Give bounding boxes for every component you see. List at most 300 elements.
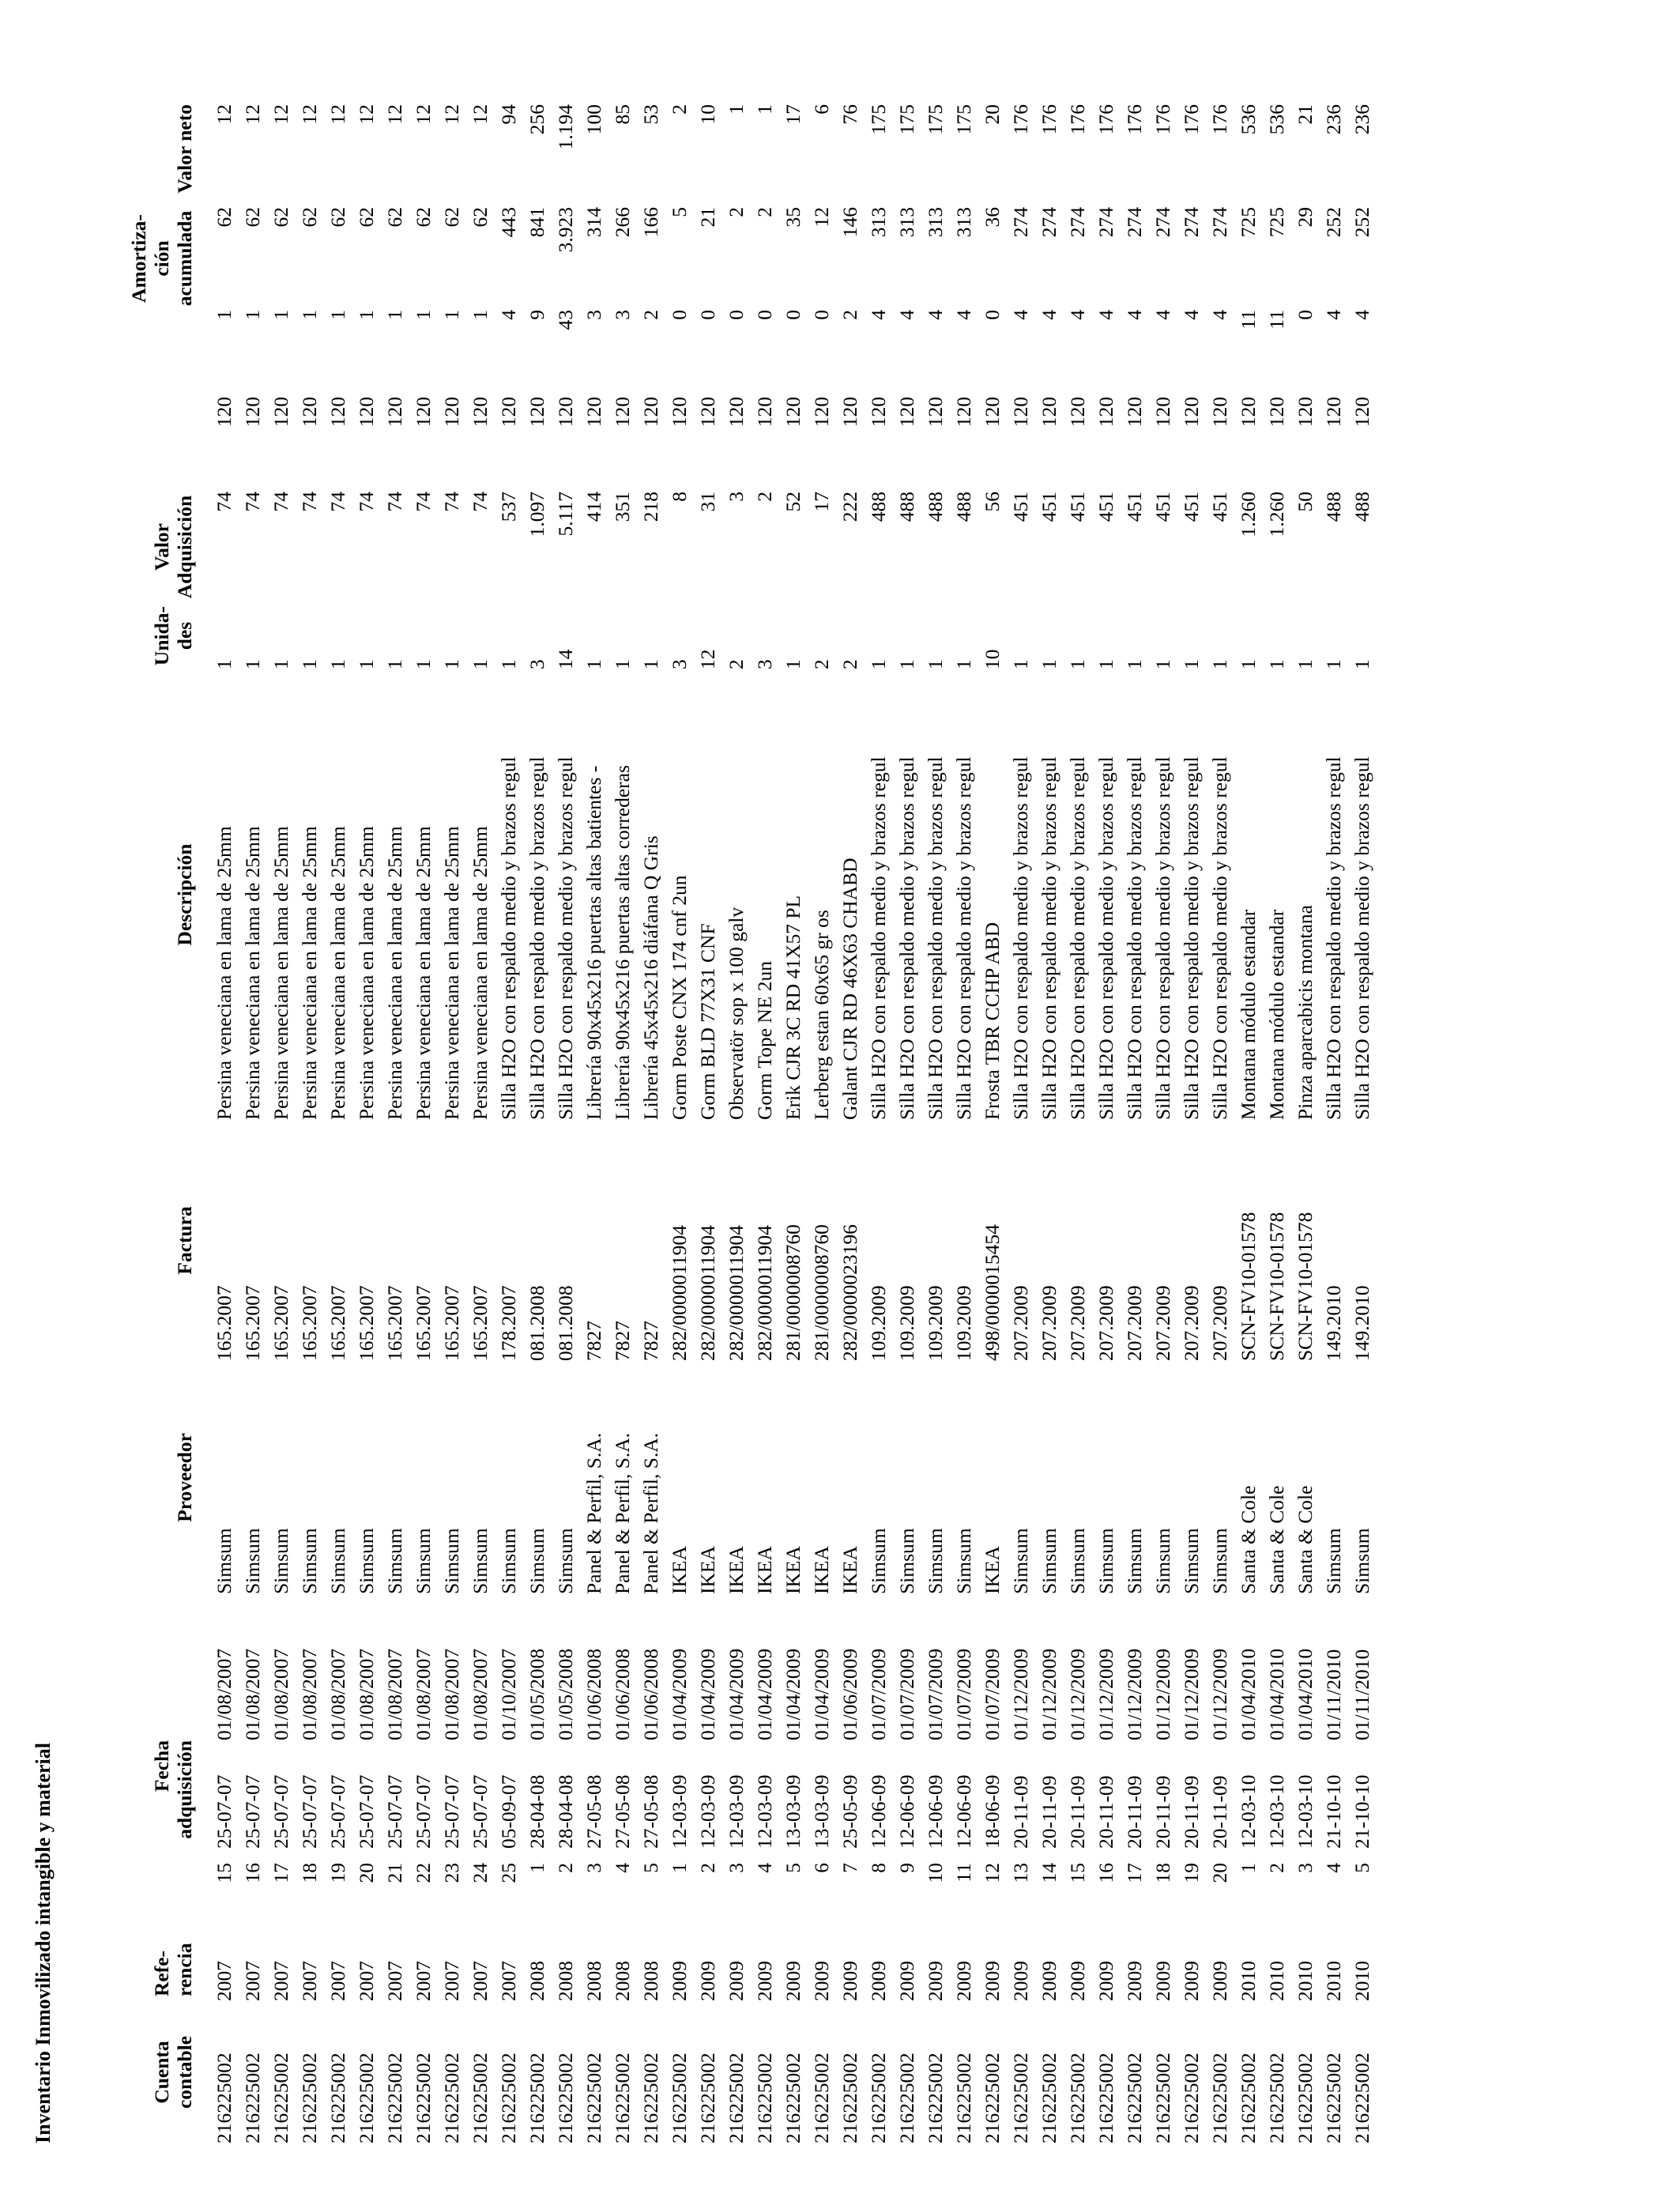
cell-vida-util: 120 [383, 397, 406, 428]
cell-numero: 8 [867, 1863, 890, 1873]
cell-factura: 165.2007 [298, 1285, 321, 1361]
cell-amortizacion-acumulada: 313 [867, 207, 890, 238]
table-row [324, 104, 352, 2143]
cell-vida-util: 120 [298, 397, 321, 428]
table-row [352, 104, 381, 2143]
cell-numero: 19 [326, 1863, 349, 1883]
cell-vida-util: 120 [554, 397, 577, 428]
table-row [694, 104, 722, 2143]
cell-fecha-adquisicion: 18-06-09 [981, 1774, 1004, 1849]
cell-valor-neto: 12 [469, 104, 492, 125]
cell-descripcion: Persina veneciana en lama de 25mm [269, 826, 292, 1120]
cell-valor-neto: 21 [1294, 104, 1317, 125]
cell-fecha-adquisicion: 12-06-09 [867, 1774, 890, 1849]
table-row [864, 104, 893, 2143]
cell-unidades: 1 [952, 659, 975, 669]
cell-fecha-adquisicion: 20-11-09 [1009, 1775, 1032, 1849]
cell-vida-util: 120 [269, 397, 292, 428]
cell-descripcion: Silla H2O con respaldo medio y brazos regul [525, 756, 548, 1120]
cell-vida-util: 120 [213, 397, 235, 428]
table-row [1035, 104, 1064, 2143]
cell-vida-util: 120 [440, 397, 463, 428]
cell-factura: 165.2007 [469, 1285, 492, 1361]
cell-fecha-adquisicion: 25-07-07 [269, 1774, 292, 1849]
cell-numero: 3 [725, 1863, 748, 1873]
cell-vida-util: 120 [895, 397, 918, 428]
cell-valor-adquisicion: 488 [1322, 492, 1345, 522]
cell-unidades: 1 [269, 659, 292, 669]
cell-numero: 1 [668, 1863, 691, 1873]
cell-fecha-alta: 01/07/2009 [895, 1648, 918, 1740]
cell-valor-neto: 176 [1009, 104, 1032, 135]
cell-fecha-alta: 01/06/2008 [582, 1648, 605, 1740]
cell-descripcion: Silla H2O con respaldo medio y brazos regul [895, 756, 918, 1120]
cell-referencia: 2010 [1350, 1961, 1373, 2001]
cell-vida-util: 120 [582, 397, 605, 428]
cell-cuenta-contable: 216225002 [213, 2053, 235, 2143]
table-row [1007, 104, 1035, 2143]
cell-valor-neto: 176 [1123, 104, 1146, 135]
cell-vida-util: 120 [952, 397, 975, 428]
table-row [921, 104, 950, 2143]
cell-fecha-adquisicion: 20-11-09 [1038, 1775, 1060, 1849]
cell-valor-adquisicion: 3 [725, 492, 748, 502]
cell-unidades: 1 [782, 659, 804, 669]
cell-cuenta-contable: 216225002 [895, 2053, 918, 2143]
cell-proveedor: Panel & Perfil, S.A. [639, 1433, 662, 1594]
cell-numero: 22 [412, 1863, 435, 1883]
cell-valor-adquisicion: 451 [1208, 492, 1231, 522]
cell-amortizacion-acumulada: 62 [383, 207, 406, 228]
header-valor-neto: Valor neto [173, 104, 196, 194]
cell-fecha-alta: 01/07/2009 [924, 1648, 947, 1740]
cell-fecha-adquisicion: 12-06-09 [952, 1774, 975, 1849]
cell-numero: 13 [1009, 1863, 1032, 1883]
cell-valor-neto: 12 [440, 104, 463, 125]
cell-cuenta-contable: 216225002 [469, 2053, 492, 2143]
cell-proveedor: IKEA [810, 1546, 833, 1594]
table-row [239, 104, 267, 2143]
cell-referencia: 2010 [1322, 1961, 1345, 2001]
cell-amortizacion-anual: 4 [1322, 310, 1345, 320]
cell-amortizacion-anual: 4 [1350, 310, 1373, 320]
cell-amortizacion-anual: 4 [1208, 310, 1231, 320]
cell-amortizacion-acumulada: 2 [753, 207, 776, 217]
cell-referencia: 2007 [440, 1961, 463, 2001]
cell-numero: 18 [1151, 1863, 1174, 1883]
cell-numero: 9 [895, 1863, 918, 1873]
cell-amortizacion-acumulada: 274 [1151, 207, 1174, 238]
header-blank-2 [77, 397, 210, 492]
cell-valor-adquisicion: 74 [469, 492, 492, 512]
cell-amortizacion-anual: 4 [1180, 310, 1203, 320]
cell-cuenta-contable: 216225002 [1294, 2053, 1317, 2143]
cell-valor-adquisicion: 1.260 [1265, 492, 1288, 537]
cell-fecha-alta: 01/12/2009 [1123, 1648, 1146, 1740]
cell-factura: 207.2009 [1066, 1285, 1089, 1361]
table-row [1291, 104, 1320, 2143]
cell-cuenta-contable: 216225002 [725, 2053, 748, 2143]
cell-factura: 165.2007 [213, 1285, 235, 1361]
cell-proveedor: Santa & Cole [1294, 1485, 1317, 1594]
cell-descripcion: Persina veneciana en lama de 25mm [383, 826, 406, 1120]
header-referencia: Refe- rencia [150, 1943, 196, 1996]
cell-amortizacion-anual: 3 [611, 310, 634, 320]
cell-numero: 19 [1180, 1863, 1203, 1883]
cell-unidades: 10 [981, 649, 1004, 669]
cell-proveedor: IKEA [838, 1546, 861, 1594]
cell-descripcion: Silla H2O con respaldo medio y brazos regul [1322, 756, 1345, 1120]
cell-valor-adquisicion: 74 [269, 492, 292, 512]
cell-fecha-alta: 01/08/2007 [269, 1648, 292, 1740]
cell-fecha-alta: 01/08/2007 [440, 1648, 463, 1740]
cell-unidades: 1 [639, 659, 662, 669]
cell-fecha-alta: 01/12/2009 [1208, 1648, 1231, 1740]
cell-descripcion: Observatör sop x 100 galv [725, 907, 748, 1120]
cell-valor-neto: 175 [924, 104, 947, 135]
cell-vida-util: 120 [1265, 397, 1288, 428]
cell-fecha-adquisicion: 12-03-09 [753, 1774, 776, 1849]
cell-amortizacion-anual: 11 [1265, 310, 1288, 330]
cell-valor-adquisicion: 74 [412, 492, 435, 512]
table-row [779, 104, 808, 2143]
cell-factura: 178.2007 [497, 1285, 520, 1361]
cell-fecha-adquisicion: 12-03-10 [1265, 1774, 1288, 1849]
cell-amortizacion-acumulada: 62 [269, 207, 292, 228]
cell-unidades: 12 [696, 649, 719, 669]
cell-numero: 1 [1237, 1863, 1260, 1873]
cell-fecha-adquisicion: 13-03-09 [782, 1774, 804, 1849]
cell-referencia: 2009 [981, 1961, 1004, 2001]
cell-fecha-alta: 01/04/2009 [668, 1648, 691, 1740]
cell-referencia: 2007 [497, 1961, 520, 2001]
cell-vida-util: 120 [810, 397, 833, 428]
cell-unidades: 1 [1208, 659, 1231, 669]
table-row [267, 104, 296, 2143]
cell-amortizacion-acumulada: 36 [981, 207, 1004, 228]
cell-valor-neto: 176 [1208, 104, 1231, 135]
cell-referencia: 2010 [1265, 1961, 1288, 2001]
cell-amortizacion-acumulada: 62 [440, 207, 463, 228]
cell-factura: 081.2008 [554, 1285, 577, 1361]
cell-amortizacion-acumulada: 252 [1350, 207, 1373, 238]
table-row [210, 104, 239, 2143]
cell-fecha-alta: 01/06/2009 [838, 1648, 861, 1740]
cell-descripcion: Silla H2O con respaldo medio y brazos regul [1009, 756, 1032, 1120]
cell-fecha-adquisicion: 25-05-09 [838, 1774, 861, 1849]
cell-valor-adquisicion: 451 [1009, 492, 1032, 522]
cell-proveedor: Simsum [952, 1528, 975, 1594]
cell-amortizacion-acumulada: 146 [838, 207, 861, 238]
cell-descripcion: Silla H2O con respaldo medio y brazos regul [1123, 756, 1146, 1120]
cell-fecha-adquisicion: 12-03-09 [696, 1774, 719, 1849]
cell-proveedor: IKEA [782, 1546, 804, 1594]
cell-unidades: 3 [525, 659, 548, 669]
cell-fecha-adquisicion: 25-07-07 [469, 1774, 492, 1849]
cell-referencia: 2007 [326, 1961, 349, 2001]
table-row [1320, 104, 1348, 2143]
cell-referencia: 2009 [1208, 1961, 1231, 2001]
cell-valor-neto: 12 [269, 104, 292, 125]
cell-valor-neto: 536 [1265, 104, 1288, 135]
cell-valor-neto: 175 [952, 104, 975, 135]
cell-valor-neto: 20 [981, 104, 1004, 125]
cell-valor-neto: 17 [782, 104, 804, 125]
cell-numero: 4 [611, 1863, 634, 1873]
cell-proveedor: IKEA [981, 1546, 1004, 1594]
cell-numero: 1 [525, 1863, 548, 1873]
cell-factura: 207.2009 [1180, 1285, 1203, 1361]
cell-descripcion: Persina veneciana en lama de 25mm [298, 826, 321, 1120]
cell-factura: 165.2007 [412, 1285, 435, 1361]
cell-factura: 149.2010 [1322, 1285, 1345, 1361]
cell-cuenta-contable: 216225002 [1208, 2053, 1231, 2143]
cell-numero: 6 [810, 1863, 833, 1873]
cell-vida-util: 120 [241, 397, 264, 428]
cell-referencia: 2009 [753, 1961, 776, 2001]
cell-numero: 15 [213, 1863, 235, 1883]
cell-descripcion: Lerberg estan 60x65 gr os [810, 910, 833, 1120]
cell-numero: 4 [1322, 1863, 1345, 1873]
cell-amortizacion-anual: 1 [213, 310, 235, 320]
cell-valor-neto: 12 [355, 104, 378, 125]
cell-valor-adquisicion: 222 [838, 492, 861, 522]
cell-descripcion: Silla H2O con respaldo medio y brazos regul [1066, 756, 1089, 1120]
cell-unidades: 3 [753, 659, 776, 669]
cell-referencia: 2007 [469, 1961, 492, 2001]
cell-proveedor: Simsum [1208, 1528, 1231, 1594]
table-row [950, 104, 978, 2143]
cell-amortizacion-anual: 4 [952, 310, 975, 320]
cell-amortizacion-acumulada: 274 [1066, 207, 1089, 238]
cell-valor-neto: 12 [241, 104, 264, 125]
table-row [1348, 104, 1377, 2143]
cell-valor-neto: 176 [1038, 104, 1060, 135]
cell-valor-neto: 12 [213, 104, 235, 125]
cell-fecha-alta: 01/08/2007 [469, 1648, 492, 1740]
cell-fecha-adquisicion: 12-06-09 [924, 1774, 947, 1849]
cell-amortizacion-anual: 4 [1094, 310, 1117, 320]
cell-valor-adquisicion: 488 [952, 492, 975, 522]
cell-unidades: 1 [1322, 659, 1345, 669]
cell-referencia: 2007 [213, 1961, 235, 2001]
cell-unidades: 1 [1180, 659, 1203, 669]
cell-referencia: 2007 [269, 1961, 292, 2001]
cell-cuenta-contable: 216225002 [554, 2053, 577, 2143]
document-title: Inventario Inmovilizado intangible y material [32, 1743, 55, 2143]
cell-proveedor: Panel & Perfil, S.A. [582, 1433, 605, 1594]
cell-descripcion: Persina veneciana en lama de 25mm [412, 826, 435, 1120]
cell-numero: 16 [1094, 1863, 1117, 1883]
cell-factura: 281/0000008760 [810, 1224, 833, 1361]
table-body [210, 104, 1377, 2143]
cell-referencia: 2009 [668, 1961, 691, 2001]
cell-amortizacion-acumulada: 252 [1322, 207, 1345, 238]
cell-fecha-adquisicion: 25-07-07 [298, 1774, 321, 1849]
cell-factura: SCN-FV10-01578 [1265, 1212, 1288, 1361]
cell-valor-adquisicion: 451 [1151, 492, 1174, 522]
cell-referencia: 2009 [696, 1961, 719, 2001]
cell-fecha-alta: 01/07/2009 [952, 1648, 975, 1740]
header-fecha-adquisicion: Fecha adquisición [150, 1740, 196, 1839]
header-blank-3 [77, 310, 210, 397]
cell-cuenta-contable: 216225002 [1350, 2053, 1373, 2143]
cell-valor-adquisicion: 488 [895, 492, 918, 522]
cell-numero: 18 [298, 1863, 321, 1883]
cell-factura: 109.2009 [952, 1285, 975, 1361]
cell-fecha-alta: 01/10/2007 [497, 1648, 520, 1740]
cell-factura: 165.2007 [440, 1285, 463, 1361]
cell-descripcion: Gorm BLD 77X31 CNF [696, 923, 719, 1120]
cell-referencia: 2009 [810, 1961, 833, 2001]
cell-factura: 207.2009 [1038, 1285, 1060, 1361]
cell-amortizacion-anual: 0 [782, 310, 804, 320]
cell-vida-util: 120 [753, 397, 776, 428]
cell-fecha-alta: 01/08/2007 [298, 1648, 321, 1740]
cell-valor-adquisicion: 351 [611, 492, 634, 522]
cell-amortizacion-acumulada: 725 [1265, 207, 1288, 238]
cell-descripcion: Persina veneciana en lama de 25mm [213, 826, 235, 1120]
cell-amortizacion-anual: 1 [355, 310, 378, 320]
cell-vida-util: 120 [838, 397, 861, 428]
cell-amortizacion-acumulada: 62 [298, 207, 321, 228]
cell-vida-util: 120 [668, 397, 691, 428]
cell-proveedor: Simsum [1009, 1528, 1032, 1594]
cell-factura: SCN-FV10-01578 [1237, 1212, 1260, 1361]
cell-cuenta-contable: 216225002 [1038, 2053, 1060, 2143]
cell-fecha-adquisicion: 25-07-07 [440, 1774, 463, 1849]
cell-descripcion: Persina veneciana en lama de 25mm [241, 826, 264, 1120]
cell-numero: 20 [355, 1863, 378, 1883]
cell-factura: 207.2009 [1123, 1285, 1146, 1361]
cell-factura: 081.2008 [525, 1285, 548, 1361]
cell-valor-neto: 12 [298, 104, 321, 125]
header-cuenta-contable: Cuenta contable [150, 2035, 196, 2109]
cell-valor-adquisicion: 451 [1094, 492, 1117, 522]
cell-descripcion: Galant CJR RD 46X63 CHABD [838, 858, 861, 1120]
cell-factura: 207.2009 [1009, 1285, 1032, 1361]
cell-amortizacion-anual: 4 [867, 310, 890, 320]
cell-vida-util: 120 [1237, 397, 1260, 428]
cell-factura: 109.2009 [895, 1285, 918, 1361]
cell-amortizacion-acumulada: 841 [525, 207, 548, 238]
cell-cuenta-contable: 216225002 [810, 2053, 833, 2143]
cell-amortizacion-anual: 0 [1294, 310, 1317, 320]
header-factura: Factura [173, 1206, 196, 1275]
cell-amortizacion-anual: 43 [554, 310, 577, 330]
cell-descripcion: Silla H2O con respaldo medio y brazos regul [1038, 756, 1060, 1120]
table-row [495, 104, 523, 2143]
cell-cuenta-contable: 216225002 [981, 2053, 1004, 2143]
cell-cuenta-contable: 216225002 [867, 2053, 890, 2143]
cell-referencia: 2007 [412, 1961, 435, 2001]
cell-valor-adquisicion: 74 [326, 492, 349, 512]
cell-numero: 14 [1038, 1863, 1060, 1883]
cell-factura: 149.2010 [1350, 1285, 1373, 1361]
cell-amortizacion-acumulada: 29 [1294, 207, 1317, 228]
cell-fecha-alta: 01/08/2007 [326, 1648, 349, 1740]
cell-proveedor: Simsum [469, 1528, 492, 1594]
cell-fecha-adquisicion: 28-04-08 [554, 1774, 577, 1849]
cell-unidades: 3 [668, 659, 691, 669]
cell-fecha-alta: 01/12/2009 [1038, 1648, 1060, 1740]
table-row [466, 104, 495, 2143]
cell-fecha-alta: 01/05/2008 [554, 1648, 577, 1740]
cell-valor-adquisicion: 74 [383, 492, 406, 512]
table-row [580, 104, 608, 2143]
cell-descripcion: Silla H2O con respaldo medio y brazos regul [952, 756, 975, 1120]
cell-fecha-adquisicion: 12-06-09 [895, 1774, 918, 1849]
cell-unidades: 1 [582, 659, 605, 669]
cell-cuenta-contable: 216225002 [696, 2053, 719, 2143]
cell-fecha-alta: 01/04/2009 [696, 1648, 719, 1740]
cell-valor-neto: 76 [838, 104, 861, 125]
cell-numero: 16 [241, 1863, 264, 1883]
cell-amortizacion-anual: 0 [753, 310, 776, 320]
cell-proveedor: Panel & Perfil, S.A. [611, 1433, 634, 1594]
cell-valor-adquisicion: 5.117 [554, 492, 577, 537]
cell-amortizacion-anual: 9 [525, 310, 548, 320]
cell-factura: 282/0000023196 [838, 1224, 861, 1361]
cell-vida-util: 120 [326, 397, 349, 428]
cell-fecha-adquisicion: 12-03-09 [668, 1774, 691, 1849]
cell-numero: 24 [469, 1863, 492, 1883]
cell-amortizacion-anual: 1 [412, 310, 435, 320]
cell-factura: 165.2007 [326, 1285, 349, 1361]
cell-vida-util: 120 [1208, 397, 1231, 428]
cell-referencia: 2009 [838, 1961, 861, 2001]
cell-valor-adquisicion: 56 [981, 492, 1004, 512]
table-row [1177, 104, 1206, 2143]
cell-vida-util: 120 [924, 397, 947, 428]
cell-amortizacion-acumulada: 274 [1038, 207, 1060, 238]
cell-factura: 498/0000015454 [981, 1224, 1004, 1361]
cell-descripcion: Silla H2O con respaldo medio y brazos regul [1151, 756, 1174, 1120]
cell-amortizacion-acumulada: 62 [213, 207, 235, 228]
cell-fecha-adquisicion: 25-07-07 [213, 1774, 235, 1849]
cell-cuenta-contable: 216225002 [1265, 2053, 1288, 2143]
cell-cuenta-contable: 216225002 [1009, 2053, 1032, 2143]
cell-fecha-alta: 01/08/2007 [355, 1648, 378, 1740]
cell-cuenta-contable: 216225002 [383, 2053, 406, 2143]
cell-proveedor: IKEA [753, 1546, 776, 1594]
cell-descripcion: Erik CJR 3C RD 41X57 PL [782, 895, 804, 1120]
cell-amortizacion-acumulada: 313 [895, 207, 918, 238]
cell-unidades: 1 [1350, 659, 1373, 669]
cell-descripcion: Silla H2O con respaldo medio y brazos regul [497, 756, 520, 1120]
cell-amortizacion-anual: 2 [639, 310, 662, 320]
cell-referencia: 2010 [1294, 1961, 1317, 2001]
cell-amortizacion-acumulada: 62 [412, 207, 435, 228]
cell-referencia: 2009 [1066, 1961, 1089, 2001]
cell-numero: 21 [383, 1863, 406, 1883]
cell-proveedor: Simsum [298, 1528, 321, 1594]
cell-valor-neto: 100 [582, 104, 605, 135]
cell-valor-adquisicion: 31 [696, 492, 719, 512]
cell-unidades: 1 [1294, 659, 1317, 669]
cell-factura: 207.2009 [1151, 1285, 1174, 1361]
cell-unidades: 1 [1066, 659, 1089, 669]
cell-valor-adquisicion: 1.097 [525, 492, 548, 537]
cell-valor-adquisicion: 74 [440, 492, 463, 512]
cell-cuenta-contable: 216225002 [241, 2053, 264, 2143]
cell-vida-util: 120 [782, 397, 804, 428]
cell-numero: 25 [497, 1863, 520, 1883]
cell-valor-neto: 12 [326, 104, 349, 125]
cell-descripcion: Persina veneciana en lama de 25mm [469, 826, 492, 1120]
cell-fecha-adquisicion: 20-11-09 [1123, 1775, 1146, 1849]
cell-fecha-alta: 01/04/2009 [810, 1648, 833, 1740]
